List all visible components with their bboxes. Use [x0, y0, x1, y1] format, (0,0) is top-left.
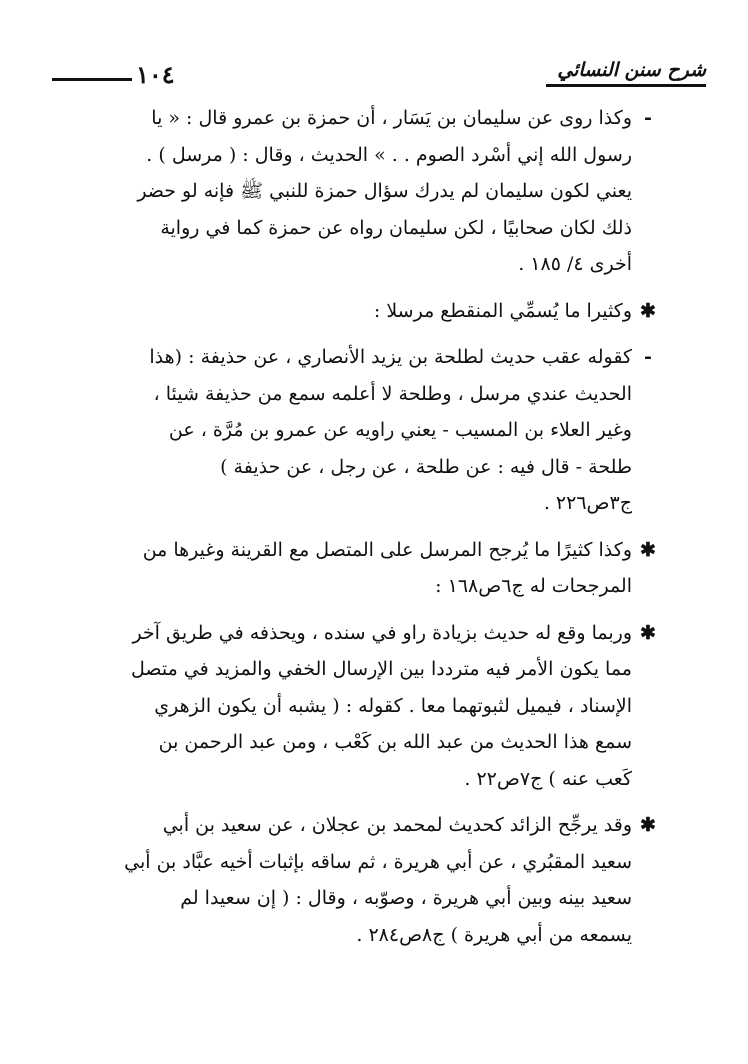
page-body — [68, 100, 658, 963]
text-line: مما يكون الأمر فيه مترددا بين الإرسال الخفي والمزيد في متصل — [130, 658, 632, 680]
text-line: كقوله عقب حديث لطلحة بن يزيد الأنصاري ، عن حذيفة : (هذا — [149, 346, 632, 368]
text-line: المرجحات له ج٦ص١٦٨ : — [435, 575, 632, 597]
text-line: طلحة - قال فيه : عن طلحة ، عن رجل ، عن حذيفة ) — [220, 455, 632, 478]
text-line: وربما وقع له حديث بزيادة راو في سنده ، ويحذفه في طريق آخر — [132, 621, 632, 644]
text-line: وقد يرجِّح الزائد كحديث لمحمد بن عجلان ، عن سعيد بن أبي — [162, 814, 632, 836]
paragraph — [68, 615, 658, 798]
paragraph — [68, 339, 658, 522]
page-header — [52, 56, 706, 92]
text-line: الإسناد ، فيميل لثبوتهما معا . كقوله : ( يشبه أن يكون الزهري — [154, 694, 632, 717]
text-line: رسول الله إني أسْرد الصوم . . » الحديث ، وقال : ( مرسل ) . — [146, 143, 632, 166]
text-line: سعيد المقبُري ، عن أبي هريرة ، ثم ساقه بإثبات أخيه عبَّاد بن أبي — [124, 850, 632, 873]
asterisk-marker: ✱ — [640, 538, 656, 561]
text-line: كَعب عنه ) ج٧ص٢٢ . — [464, 767, 632, 790]
paragraph — [68, 100, 658, 283]
text-line: ج٣ص٢٢٦ . — [543, 492, 632, 514]
text-line: وكذا روى عن سليمان بن يَسَار ، أن حمزة بن عمرو قال : « يا — [151, 107, 632, 129]
dash-marker: - — [644, 346, 652, 368]
paragraph — [68, 532, 658, 605]
text-line: يعني لكون سليمان لم يدرك سؤال حمزة للنبي ﷺ فإنه لو حضر — [137, 180, 632, 202]
text-line: يسمعه من أبي هريرة ) ج٨ص٢٨٤ . — [356, 923, 632, 946]
text-line: وكثيرا ما يُسمِّي المنقطع مرسلا : — [373, 299, 632, 322]
header-rule — [546, 84, 706, 87]
text-line: وكذا كثيرًا ما يُرجح المرسل على المتصل مع القرينة وغيرها من — [142, 538, 632, 561]
dash-marker: - — [644, 107, 652, 129]
paragraph — [68, 293, 658, 330]
page-number: ١٠٤ — [136, 60, 175, 89]
text-line: الحديث عندي مرسل ، وطلحة لا أعلمه سمع من حذيفة شيئا ، — [153, 382, 632, 405]
asterisk-marker: ✱ — [640, 621, 656, 644]
text-line: سمع هذا الحديث من عبد الله بن كَعْب ، ومن عبد الرحمن بن — [158, 731, 632, 753]
book-title: شرح سنن النسائي — [557, 59, 706, 81]
text-line: أخرى ٤/ ١٨٥ . — [518, 253, 632, 275]
page-number-rule — [52, 78, 132, 81]
paragraph — [68, 807, 658, 953]
text-line: ذلك لكان صحابيًا ، لكن سليمان رواه عن حمزة كما في رواية — [160, 216, 632, 239]
text-line: سعيد بينه وبين أبي هريرة ، وصوّبه ، وقال : ( إن سعيدا لم — [180, 887, 632, 909]
text-line: وغير العلاء بن المسيب - يعني راويه عن عمرو بن مُرَّة ، عن — [168, 419, 632, 441]
asterisk-marker: ✱ — [640, 299, 656, 322]
asterisk-marker: ✱ — [640, 814, 656, 836]
